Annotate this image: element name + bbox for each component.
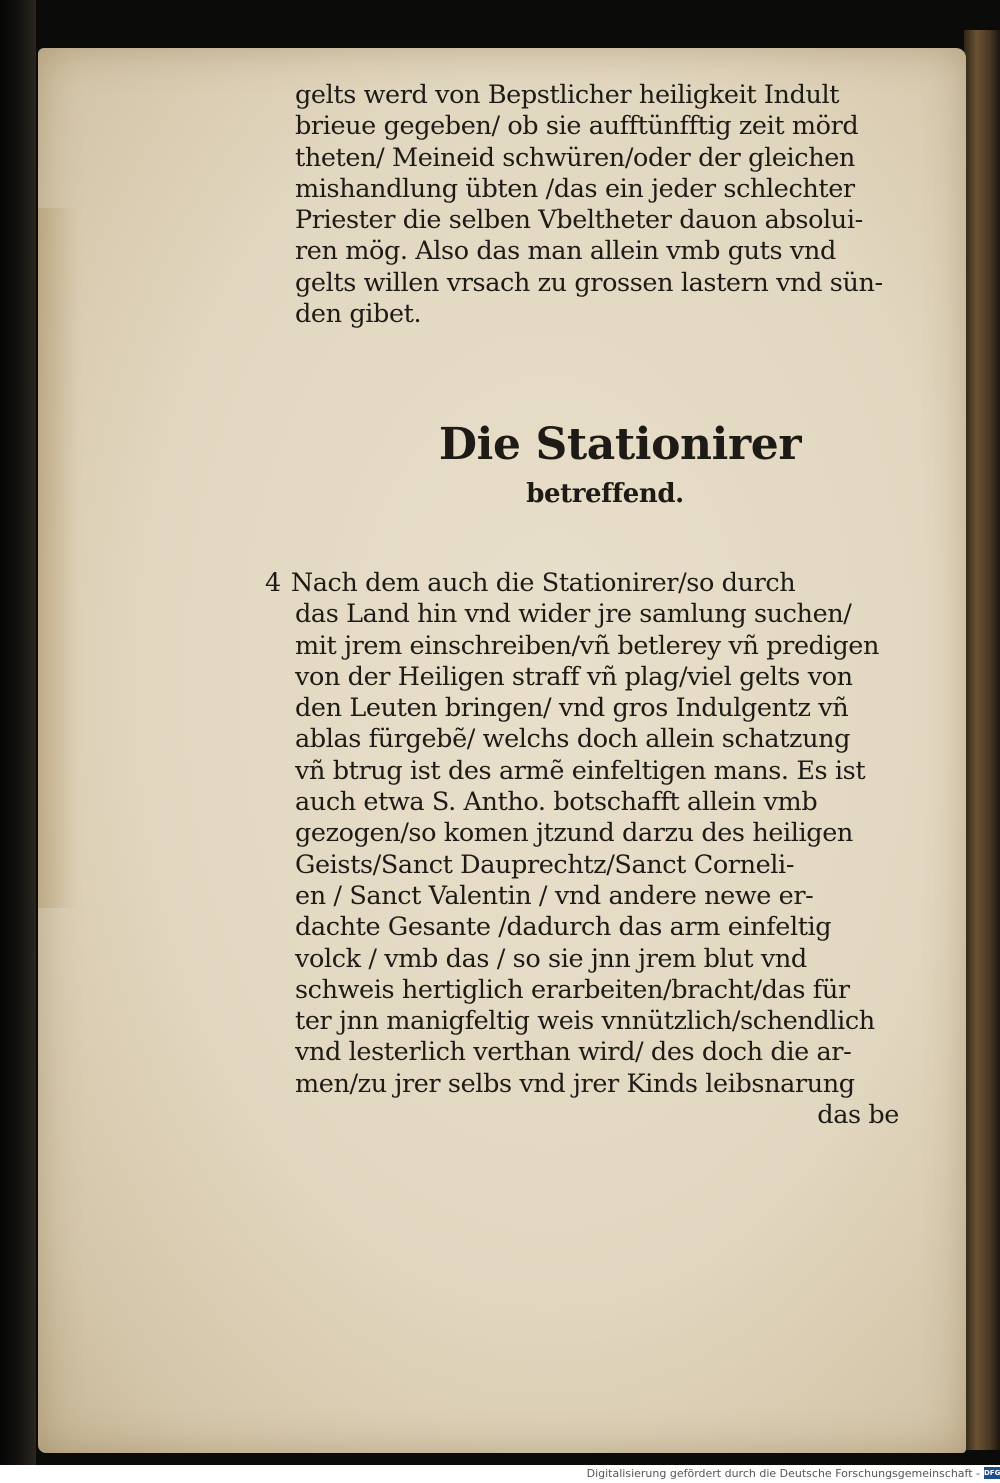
text-line: brieue gegeben/ ob sie aufftünfftig zeit mörd bbox=[295, 111, 859, 142]
text-line-content: Nach dem auch die Stationirer/so durch bbox=[290, 568, 796, 598]
text-line: ablas fürgebẽ/ welchs doch allein schatzung bbox=[295, 724, 851, 755]
text-line: mishandlung übten /das ein jeder schlechter bbox=[295, 173, 855, 204]
text-line: men/zu jrer selbs vnd jrer Kinds leibsnarung bbox=[295, 1068, 855, 1099]
text-line: vnd lesterlich verthan wird/ des doch die ar- bbox=[295, 1037, 852, 1068]
text-line: von der Heiligen straff vñ plag/viel gelts von bbox=[295, 661, 853, 692]
page-stain bbox=[38, 208, 78, 908]
text-line: Geists/Sanct Dauprechtz/Sanct Corneli- bbox=[295, 849, 795, 880]
text-line: vñ btrug ist des armẽ einfeltigen mans. Es ist bbox=[295, 755, 866, 786]
text-line bbox=[265, 568, 905, 599]
text-line: auch etwa S. Antho. botschafft allein vmb bbox=[295, 787, 818, 818]
text-line: den Leuten bringen/ vnd gros Indulgentz vñ bbox=[295, 693, 849, 724]
section-heading: Die Stationirer bbox=[438, 419, 802, 470]
paragraph-1 bbox=[295, 80, 905, 330]
text-line: Priester die selben Vbeltheter dauon absolui- bbox=[295, 205, 863, 236]
text-line: schweis hertiglich erarbeiten/bracht/das für bbox=[295, 974, 850, 1005]
text-line: theten/ Meineid schwüren/oder der gleichen bbox=[295, 142, 855, 173]
text-line: gelts willen vrsach zu grossen lastern vnd sün- bbox=[295, 267, 883, 298]
paragraph-2 bbox=[265, 568, 905, 1131]
text-line: den gibet. bbox=[295, 299, 422, 330]
section-subheading: betreffend. bbox=[526, 479, 684, 509]
paragraph-number: 4 bbox=[265, 568, 281, 598]
book-gutter bbox=[0, 0, 36, 1465]
text-line: gezogen/so komen jtzund darzu des heiligen bbox=[295, 818, 853, 849]
text-line: gelts werd von Bepstlicher heiligkeit Indult bbox=[295, 80, 840, 110]
text-line: ren mög. Also das man allein vmb guts vnd bbox=[295, 236, 836, 267]
funding-credit: Digitalisierung gefördert durch die Deutsche Forschungsgemeinschaft - bbox=[586, 1467, 980, 1480]
text-line: en / Sanct Valentin / vnd andere newe er- bbox=[295, 880, 814, 911]
catchword: das be bbox=[817, 1100, 899, 1131]
dfg-logo-icon: DFG bbox=[984, 1469, 1000, 1477]
text-line: volck / vmb das / so sie jnn jrem blut vnd bbox=[295, 943, 807, 974]
text-line: dachte Gesante /dadurch das arm einfeltig bbox=[295, 912, 832, 943]
text-line: ter jnn manigfeltig weis vnnützlich/schendlich bbox=[295, 1006, 875, 1037]
text-line: das Land hin vnd wider jre samlung suchen/ bbox=[295, 599, 852, 630]
text-line: mit jrem einschreiben/vñ betlerey vñ predigen bbox=[295, 630, 879, 661]
book-page-edges bbox=[964, 30, 1000, 1450]
